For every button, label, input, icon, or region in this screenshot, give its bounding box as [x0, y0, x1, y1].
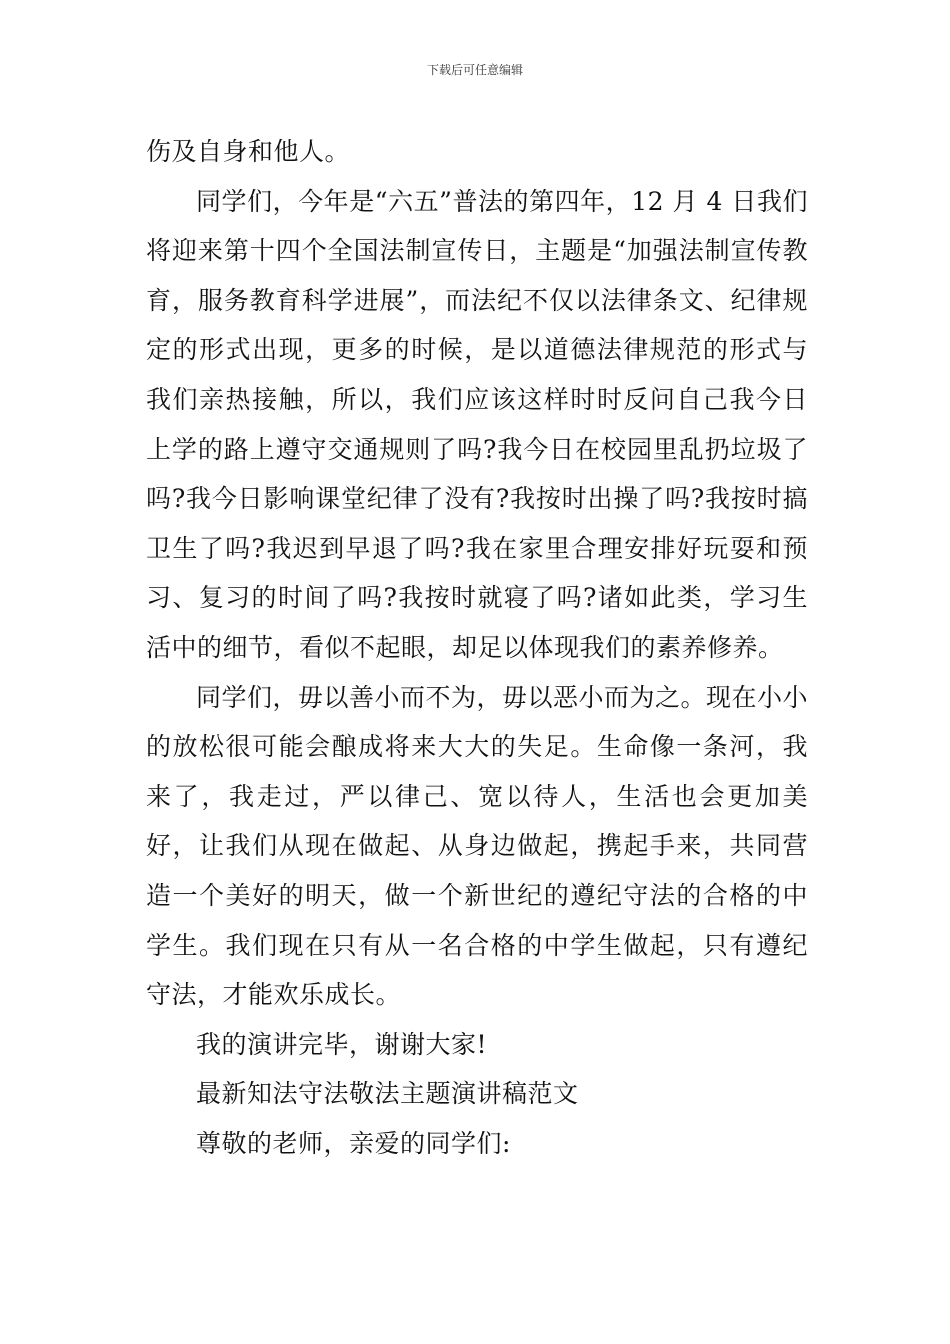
- paragraph-3: 同学们，毋以善小而不为，毋以恶小而为之。现在小小的放松很可能会酿成将来大大的失足。生命像一条河，我来了，我走过，严以律己、宽以待人，生活也会更加美好，让我们从现在做起、从身边做起，携起手来，共同营造一个美好的明天，做一个新世纪的遵纪守法的合格的中学生。我们现在只有从一名合格的中学生做起，只有遵纪守法，才能欢乐成长。: [146, 682, 809, 1010]
- paragraph-4: 我的演讲完毕，谢谢大家!: [196, 1029, 488, 1059]
- document-body: [146, 127, 808, 1168]
- paragraph-6-salutation: 尊敬的老师，亲爱的同学们:: [196, 1128, 511, 1158]
- paragraph-5-title: 最新知法守法敬法主题演讲稿范文: [196, 1079, 579, 1109]
- page-header: 下载后可任意编辑: [426, 63, 523, 77]
- paragraph-2: 同学们，今年是“六五”普法的第四年，12 月 4 日我们将迎来第十四个全国法制宣传日，主题是“加强法制宣传教育，服务教育科学进展”，而法纪不仅以法律条文、纪律规定的形式出现，更多的时候，是以道德法律规范的形式与我们亲热接触，所以，我们应该这样时时反问自己我今日上学的路上遵守交通规则了吗?我今日在校园里乱扔垃圾了吗?我今日影响课堂纪律了没有?我按时出操了吗?我按时搞卫生了吗?我迟到早退了吗?我在家里合理安排好玩耍和预习、复习的时间了吗?我按时就寝了吗?诸如此类，学习生活中的细节，看似不起眼，却足以体现我们的素养修养。: [146, 186, 808, 662]
- paragraph-1: 伤及自身和他人。: [146, 137, 351, 166]
